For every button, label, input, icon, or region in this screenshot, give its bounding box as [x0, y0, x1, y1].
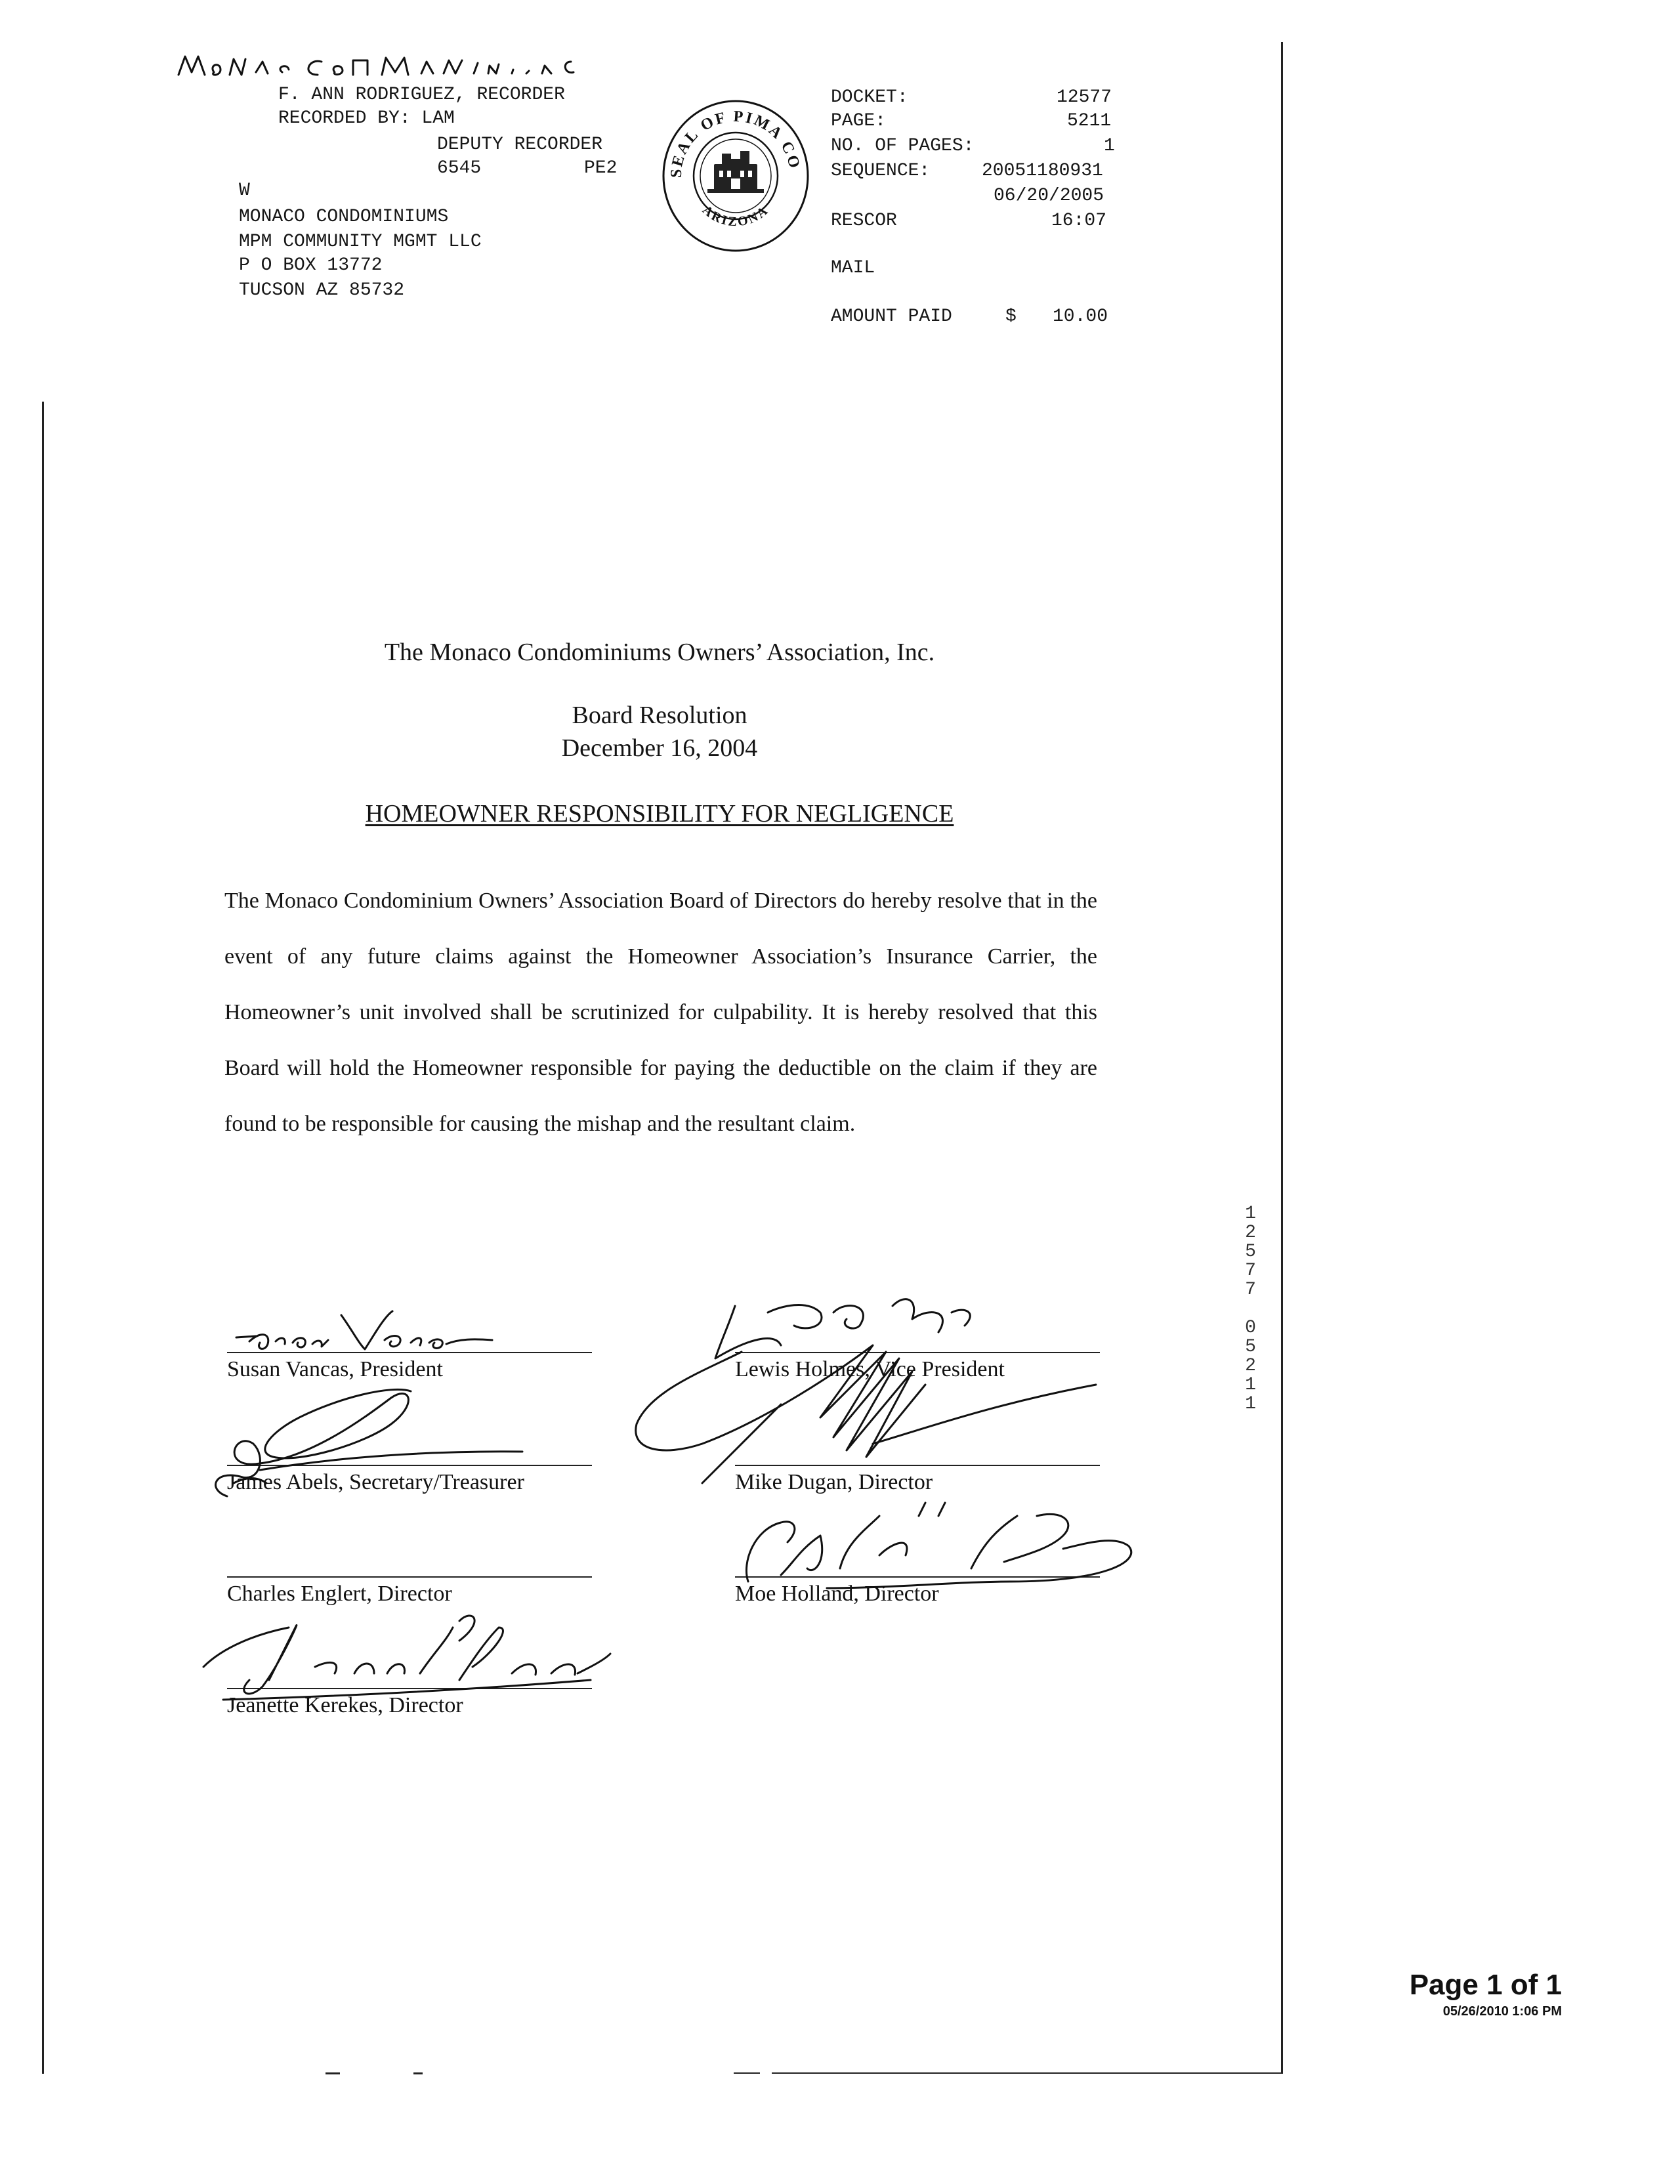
- pages-label: NO. OF PAGES:: [831, 136, 975, 156]
- recorder-code-b: PE2: [584, 158, 618, 178]
- mail-label: MAIL: [831, 258, 875, 278]
- signatory-president: Susan Vancas, President: [227, 1357, 443, 1381]
- deputy-recorder: DEPUTY RECORDER: [437, 135, 603, 155]
- docket-value: 12577: [1057, 87, 1112, 108]
- amount-label: AMOUNT PAID: [831, 306, 952, 327]
- signature-james-abels: [194, 1378, 536, 1509]
- right-border-line: [1281, 42, 1283, 2074]
- signature-moe-holland: [722, 1490, 1142, 1595]
- side-stamp-text: 12577 05211: [1240, 1204, 1261, 1413]
- bottom-mark: [413, 2072, 423, 2074]
- signature-lewis-holmes: [623, 1286, 1057, 1496]
- resolution-heading: HOMEOWNER RESPONSIBILITY FOR NEGLIGENCE: [365, 800, 954, 828]
- signatory-director-dugan: Mike Dugan, Director: [735, 1470, 933, 1494]
- header-scrawl-signature: [177, 52, 610, 79]
- county-seal: [662, 98, 810, 253]
- bottom-mark: [734, 2072, 760, 2074]
- signatory-director-holland: Moe Holland, Director: [735, 1582, 939, 1606]
- svg-text:ARIZONA: [700, 203, 772, 230]
- mail-line-1: MONACO CONDOMINIUMS: [239, 207, 449, 227]
- signature-line: [227, 1576, 592, 1578]
- page-value: 5211: [1067, 111, 1112, 131]
- signature-jeanette-kerekes: [184, 1601, 617, 1713]
- mail-line-2: MPM COMMUNITY MGMT LLC: [239, 232, 482, 252]
- signature-susan-vancas: [230, 1303, 505, 1369]
- mail-line-3: P O BOX 13772: [239, 255, 383, 276]
- pages-value: 1: [1104, 136, 1115, 156]
- recorded-time: 16:07: [1051, 211, 1107, 231]
- bottom-border-line: [772, 2072, 1282, 2074]
- document-type: Board Resolution: [572, 702, 747, 729]
- print-timestamp: 05/26/2010 1:06 PM: [1442, 2004, 1562, 2019]
- rescor-label: RESCOR: [831, 211, 897, 231]
- amount-value: 10.00: [1053, 306, 1108, 327]
- seal-top-text: SEAL OF PIMA CO: [667, 108, 803, 178]
- recorded-date: 06/20/2005: [994, 186, 1104, 206]
- document-date: December 16, 2004: [561, 734, 758, 762]
- association-name: The Monaco Condominiums Owners’ Association, Inc.: [384, 639, 935, 666]
- resolution-body-text: The Monaco Condominium Owners’ Association Board of Directors do hereby resolve that in the event of any future claims against the Homeowner Association’s Insurance Carrier, the Homeowner’s unit involved shall be scrutinized for culpability. It is hereby resolved that this Board will hold the Homeowner responsible for paying the deductible on the claim if they are found to be responsible for causing the mishap and the resultant claim.: [224, 889, 1097, 1136]
- mail-code: W: [239, 180, 250, 201]
- signatory-director-englert: Charles Englert, Director: [227, 1582, 452, 1606]
- resolution-body: [224, 873, 1097, 1152]
- page-count: Page 1 of 1: [1409, 1969, 1562, 2001]
- seal-bottom-text: ARIZONA: [699, 202, 772, 230]
- page-label: PAGE:: [831, 111, 887, 131]
- bottom-mark: [326, 2072, 340, 2074]
- signatory-vice-president: Lewis Holmes, Vice President: [735, 1357, 1005, 1381]
- docket-label: DOCKET:: [831, 87, 908, 108]
- side-stamp: [1239, 1204, 1261, 1413]
- recorded-by: RECORDED BY: LAM: [278, 108, 455, 129]
- recorder-name: F. ANN RODRIGUEZ, RECORDER: [278, 85, 565, 105]
- sequence-value: 20051180931: [982, 161, 1103, 181]
- signatory-director-kerekes: Jeanette Kerekes, Director: [227, 1693, 463, 1717]
- signatory-secretary: James Abels, Secretary/Treasurer: [227, 1470, 524, 1494]
- sequence-label: SEQUENCE:: [831, 161, 931, 181]
- mail-line-4: TUCSON AZ 85732: [239, 280, 405, 301]
- recorder-code-a: 6545: [437, 158, 482, 178]
- amount-currency: $: [1005, 306, 1017, 327]
